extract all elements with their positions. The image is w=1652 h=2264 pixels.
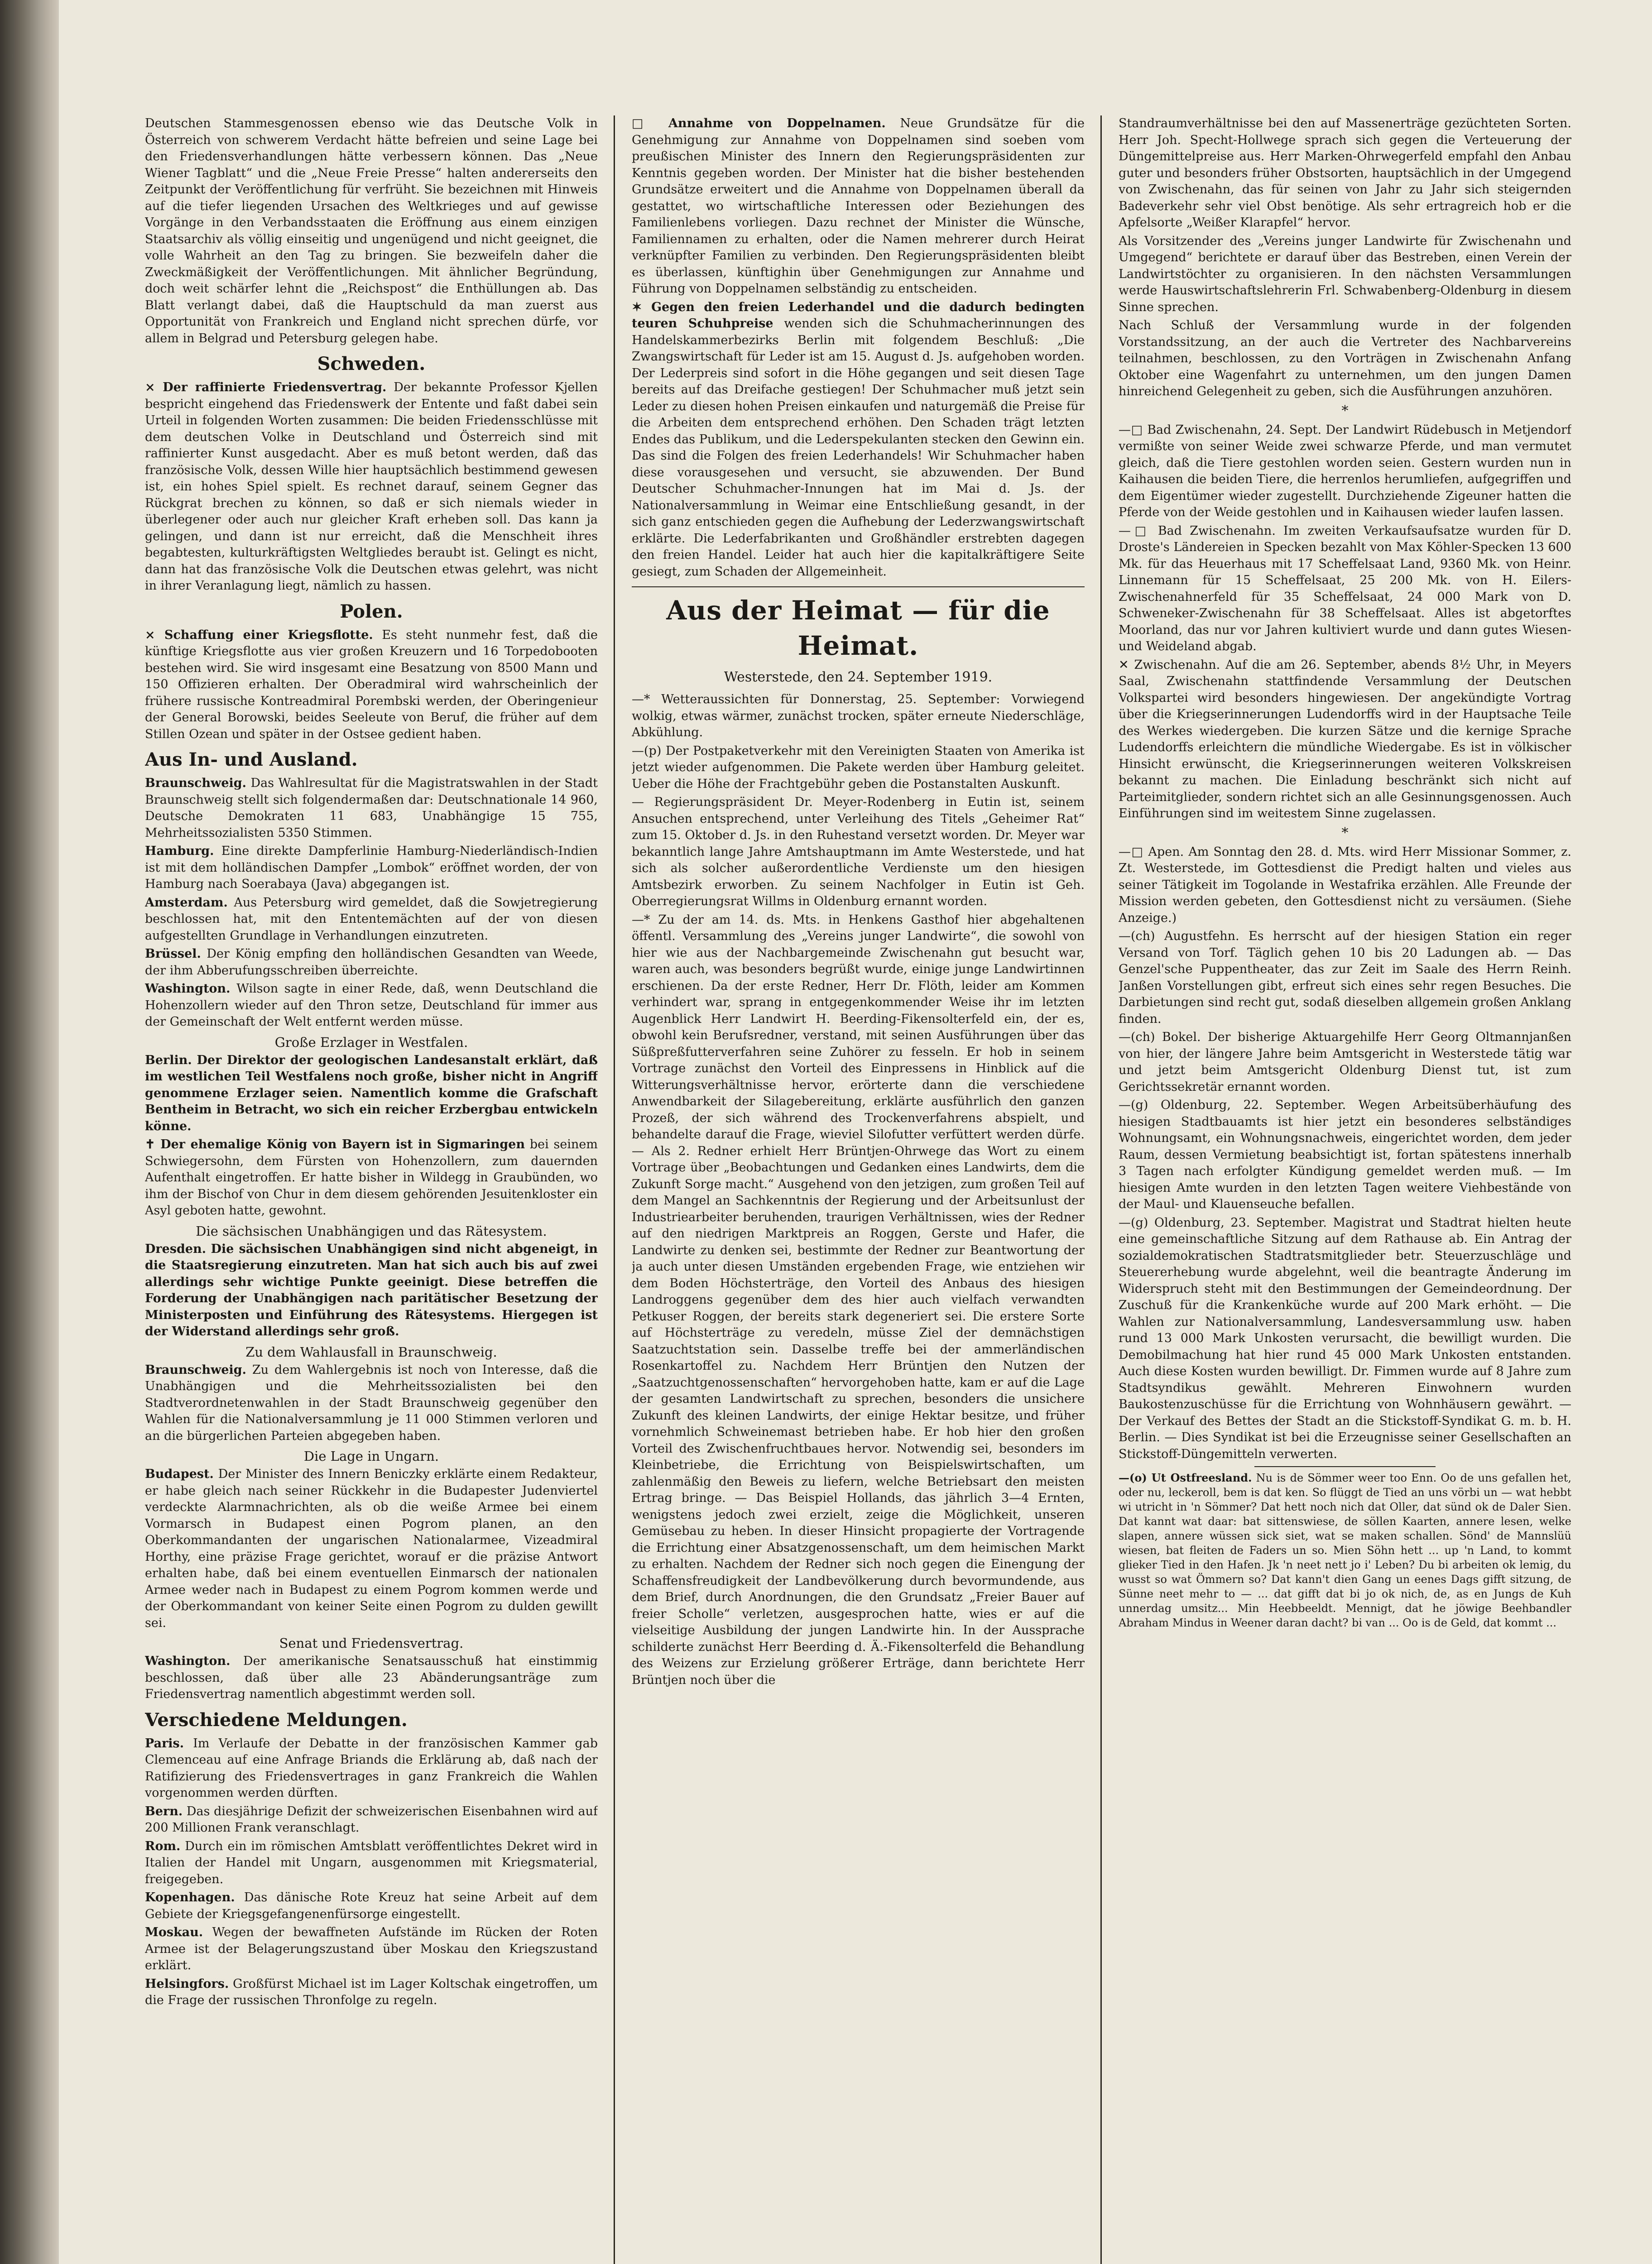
heading-verschiedene-meldungen: Verschiedene Meldungen. [145, 1709, 408, 1731]
heading-polen: Polen. [340, 600, 403, 622]
article-bayern: ✝ Der ehemalige König von Bayern ist in Sigmaringen bei seinem Schwiegersohn, dem Fürsten von Hohenzollern, zum dauernden Aufenthalt eingetroffen. Er hatte bisher in Wildegg in Graubünden, wo ihm der Bischof von Chur in dem diesem gehörenden Jesuitenkloster ein Asyl geboten hatte, gewohnt. [145, 1137, 598, 1218]
article-continuation: Standraumverhältnisse bei den auf Massenerträge gezüchteten Sorten. Herr Joh. Specht-Hollwege sprach sich gegen die Verteuerung der Düngemittelpreise aus. Herr Marken-Ohrwegerfeld empfahl den Anbau guter und besonders früher Obstsorten, hauptsächlich in der Umgegend von Zwischenahn, das für seinen von Jahr zu Jahr sich steigernden Badeverkehr sehr viel Obst benötige. Als sehr ertragreich hob er die Apfelsorte „Weißer Klarapfel“ hervor. [1119, 116, 1571, 230]
article-postpaket: —(p) Der Postpaketverkehr mit den Vereinigten Staaten von Amerika ist jetzt wieder aufgenommen. Die Pakete werden über Hamburg geleitet. Ueber die Höhe der Frachtgebühr geben die Postanstalten Auskunft. [632, 743, 1085, 791]
column-1 [145, 115, 598, 2264]
article-apen: —□ Apen. Am Sonntag den 28. d. Mts. wird Herr Missionar Sommer, z. Zt. Westerstede, im Gottesdienst die Predigt halten und vieles aus seiner Tätigkeit im Togolande in Westafrika erzählen. Alle Freunde der Mission werden gebeten, den Gottesdienst nicht zu versäumen. (Siehe Anzeige.) [1119, 844, 1571, 925]
article-wetter: —* Wetteraussichten für Donnerstag, 25. September: Vorwiegend wolkig, etwas wärmer, zunächst trocken, später erneute Niederschläge, Abkühlung. [632, 692, 1085, 739]
section-heading-heimat: Aus der Heimat — für die Heimat. [666, 595, 1050, 661]
page-binding-edge [0, 0, 59, 2264]
short-divider [1254, 1466, 1436, 1467]
separator-star: * [1341, 403, 1349, 419]
heading-wahlausfall: Zu dem Wahlausfall in Braunschweig. [245, 1344, 497, 1360]
article-bern: Bern. Das diesjährige Defizit der schweizerischen Eisenbahnen wird auf 200 Millionen Frank veranschlagt. [145, 1804, 598, 1835]
column-3 [1119, 115, 1571, 2264]
article-budapest: Budapest. Der Minister des Innern Beniczky erklärte einem Redakteur, er habe gleich nach seiner Rückkehr in die Budapester Judenviertel verdeckte Alarmnachrichten, als ob die weiße Armee bei einem Vormarsch in Budapest einen Pogrom planen, an den Oberkommandanten der ungarischen Nationalarmee, Vizeadmiral Horthy, eine präzise Frage gerichtet, worauf er die präzise Antwort erhalten habe, daß bei einem eventuellen Einmarsch der nationalen Armee weder nach in Budapest zu einem Pogrom kommen werde und der Oberkommandant von keiner Seite einen Pogrom zu dulden gewillt sei. [145, 1467, 598, 1630]
article-lederhandel: ✶ Gegen den freien Lederhandel und die dadurch bedingten teuren Schuhpreise wenden sich die Schuhmacherinnungen des Handelskammerbezirks Berlin mit folgendem Beschluß: „Die Zwangswirtschaft für Leder ist am 15. August d. Js. aufgehoben worden. Der Lederpreis sind sofort in die Höhe gegangen und seit diesen Tage bereits auf das Dreifache gestiegen! Der Schuhmacher muß jetzt sein Leder zu diesen hohen Preisen einkaufen und naturgemäß die Preise für die Arbeiten dem entsprechend erhöhen. Den Schaden trägt letzten Endes das Publikum, und die Lederspekulanten stecken den Gewinn ein. Das sind die Folgen des freien Lederhandels! Wir Schuhmacher haben diese vorausgesehen und versucht, sie abzuwenden. Der Bund Deutscher Schuhmacher-Innungen hat im Mai d. Js. der Nationalversammlung in Weimar eine Entschließung gesandt, in der sich ganz entschieden gegen die Aufhebung der Lederzwangswirtschaft erklärte. Die Lederfabrikanten und Großhändler erstrebten dagegen den freien Handel. Leider hat auch hier die kapitalkräftigere Seite gesiegt, zum Schaden der Allgemeinheit. [632, 300, 1085, 579]
separator-star: * [1341, 825, 1349, 841]
article-bokel: —(ch) Bokel. Der bisherige Aktuargehilfe Herr Georg Oltmannjanßen von hier, der längere Jahre beim Amtsgericht in Westerstede tätig war und jetzt beim Amtsgericht Oldenburg Dienst tut, ist zum Gerichtssekretär ernannt worden. [1119, 1030, 1571, 1094]
article-schweden: × Der raffinierte Friedensvertrag. Der bekannte Professor Kjellen bespricht eingehend das Friedenswerk der Entente und faßt dabei sein Urteil in folgenden Worten zusammen: Die beiden Friedensschlüsse mit dem deutschen Volke in Deutschland und Österreich sind mit raffinierter Kunst ausgedacht. Aber es muß betont werden, daß das französische Volk, dessen Wille hier hauptsächlich bestimmend gewesen ist, ein hohes Spiel spielt. Es rechnet darauf, seinem Gegner das Rückgrat brechen zu können, so daß er sich niemals wieder in überlegener oder auch nur gleicher Kraft erheben soll. Das kann ja gelingen, und dann ist nur erreicht, daß die Menschheit ihres begabtesten, kulturkräftigsten Weltgliedes beraubt ist. Gelingt es nicht, dann hat das französische Volk die Deutschen etwas gelehrt, was nicht in ihrer Veranlagung liegt, nämlich zu hassen. [145, 380, 598, 593]
article-washington-2: Washington. Der amerikanische Senatsausschuß hat einstimmig beschlossen, daß über alle 23 Abänderungsanträge zum Friedensvertrag namentlich abgestimmt werden soll. [145, 1654, 598, 1701]
article-paris: Paris. Im Verlaufe der Debatte in der französischen Kammer gab Clemenceau auf eine Anfrage Briands die Erklärung ab, daß nach der Ratifizierung des Friedensvertrages in ganz Frankreich die Wahlen vorgenommen werden dürften. [145, 1736, 598, 1800]
article-bruessel: Brüssel. Der König empfing den holländischen Gesandten van Weede, der ihm Abberufungsschreiben überreichte. [145, 947, 598, 978]
article-bad-zwischenahn-1: —□ Bad Zwischenahn, 24. Sept. Der Landwirt Rüdebusch in Metjendorf vermißte von seiner Weide zwei schwarze Pferde, und man vermutet gleich, daß die Tiere gestohlen worden seien. Gestern wurden nun in Kaihausen die beiden Tiere, die herrenlos herumliefen, aufgegriffen und dem Eigentümer wieder zugestellt. Durchziehende Zigeuner hatten die Pferde von der Weide gestohlen und in Kaihausen wieder laufen lassen. [1119, 422, 1571, 519]
article-oldenburg-2: —(g) Oldenburg, 23. September. Magistrat und Stadtrat hielten heute eine gemeinschaftliche Sitzung auf dem Rathause ab. Ein Antrag der sozialdemokratischen Stadtratsmitglieder betr. Steuerzuschläge und Steuererhebung wurde abgelehnt, weil die beantragte Änderung im Widerspruch steht mit den Bestimmungen der Gemeindeordnung. Der Zuschuß für die Krankenküche wurde auf 200 Mark erhöht. — Die Wahlen zur Nationalversammlung, Landesversammlung usw. haben rund 13 000 Mark Unkosten verursacht, die bewilligt wurden. Die Demobilmachung hat hier rund 45 000 Mark Unkosten entstanden. Auch diese Kosten wurden bewilligt. Dr. Fimmen wurde auf 8 Jahre zum Stadtsyndikus gewählt. Mehreren Einwohnern wurden Baukostenzuschüsse für die Errichtung von Wohnhäusern gewährt. — Der Verkauf des Bettes der Stadt an die Stickstoff-Syndikat G. m. b. H. Berlin. — Dies Syndikat ist bei die Erzeugnisse seiner Gesellschaften an Stickstoff-Düngemitteln verwerten. [1119, 1215, 1571, 1461]
dialect-column [1119, 1471, 1571, 1630]
article-berlin: Berlin. Der Direktor der geologischen Landesanstalt erklärt, daß im westlichen Teil Westfalens noch große, bisher nicht in Angriff genommene Erzlager seien. Namentlich komme die Grafschaft Bentheim in Betracht, wo sich ein reicher Erzbergbau entwickeln könne. [145, 1053, 598, 1133]
heading-saechsische-unabhaengige: Die sächsischen Unabhängigen und das Rätesystem. [196, 1223, 547, 1239]
column-rule-1 [614, 115, 615, 2264]
heading-senat: Senat und Friedensvertrag. [279, 1636, 464, 1651]
article-hamburg: Hamburg. Eine direkte Dampferlinie Hamburg-Niederländisch-Indien ist mit dem holländischen Dampfer „Lombok“ eröffnet worden, der von Hamburg nach Soerabaya (Java) abgegangen ist. [145, 844, 598, 891]
article-helsingfors: Helsingfors. Großfürst Michael ist im Lager Koltschak eingetroffen, um die Frage der russischen Thronfolge zu regeln. [145, 1976, 598, 2007]
dateline: Westerstede, den 24. September 1919. [724, 669, 993, 685]
article-doppelnamen: □ Annahme von Doppelnamen. Neue Grundsätze für die Genehmigung zur Annahme von Doppelnamen sind soeben vom preußischen Minister des Innern den Regierungspräsidenten zur Kenntnis gegeben worden. Der Minister hat die bisher bestehenden Grundsätze erweitert und die Annahme von Doppelnamen überall da gestattet, wo wirtschaftliche Interessen oder Beziehungen des Familienlebens vorliegen. Dazu rechnet der Minister die Wünsche, Familiennamen zu erhalten, oder die Namen mehrerer durch Heirat verknüpfter Familien zu verbinden. Den Regierungspräsidenten bleibt es überlassen, künftighin über Genehmigungen zur Annahme und Führung von Doppelnamen selbständig zu entscheiden. [632, 116, 1085, 296]
article-moskau: Moskau. Wegen der bewaffneten Aufstände im Rücken der Roten Armee ist der Belagerungszustand über Moskau den Kriegszustand erklärt. [145, 1925, 598, 1972]
column-2 [632, 115, 1085, 2264]
article-ostfreesland: —(o) Ut Ostfreesland. Nu is de Sömmer weer too Enn. Oo de uns gefallen het, oder nu, leckeroll, bem is dat ken. So flüggt de Tied an uns vörbi un — wat hebbt wi utricht in 'n Sömmer? Dat hett noch nich dat Oller, dat sünd ok de Daler Sien. Dat kannt wat daar: bat sittenswiese, de söllen Kaarten, annere lesen, welke slapen, annere wüssen sick siet, wat se maken schallen. Sönd' de Mannslüü wiesen, bat fleiten de Faders un so. Mien Söhn hett ... up 'n Land, to kommt glieker Tied in den Hafen. Jk 'n neet nett jo i' Leben? Du bi arbeiten ok lemig, du wusst so wat Ömmern so? Dat kann't dien Gang un eenes Dags gifft sitzung, de Sünne neet mehr to — ... dat gifft dat bi jo ok nich, de, as en Jungs de Kuh unnerdag umsitz... Min Heebbeeldt. Mennigt, dat he jöwige Beehbandler Abraham Mindus in Weener daran dacht? bi van ... Oo is de Geld, dat kommt ... [1119, 1471, 1571, 1629]
column-rule-2 [1100, 115, 1102, 2264]
article-vorstandssitzung: Nach Schluß der Versammlung wurde in der folgenden Vorstandssitzung, an der auch die Vertreter des Nachbarvereins teilnahmen, beschlossen, zu den Vorträgen in Zwischenahn Anfang Oktober eine Wagenfahrt zu unternehmen, um den jungen Damen hinreichend Gelegenheit zu geben, sich die Ausführungen anzuhören. [1119, 318, 1571, 398]
article-dresden: Dresden. Die sächsischen Unabhängigen sind nicht abgeneigt, in die Staatsregierung einzutreten. Man hat sich auch bis auf zwei allerdings sehr wichtige Punkte geeinigt. Diese betreffen die Forderung der Unabhängigen nach paritätischer Besetzung der Ministerposten und Einführung des Rätesystems. Hiergegen ist der Widerstand allerdings sehr groß. [145, 1242, 598, 1338]
article-augustfehn: —(ch) Augustfehn. Es herrscht auf der hiesigen Station ein reger Versand von Torf. Täglich gehen 10 bis 20 Ladungen ab. — Das Genzel'sche Puppentheater, das zur Zeit im Saale des Herrn Reinh. Janßen Vorstellungen gibt, erfreut sich eines sehr regen Besuches. Die Darbietungen sind recht gut, sodaß dieselben allgemein großen Anklang finden. [1119, 929, 1571, 1026]
article-intro: Deutschen Stammesgenossen ebenso wie das Deutsche Volk in Österreich von schwerem Verdacht hätte befreien und seine Lage bei den Friedensverhandlungen hätte verbessern können. Das „Neue Wiener Tagblatt“ und die „Neue Freie Presse“ halten andererseits den Zeitpunkt der Veröffentlichung für verfrüht. Sie bezeichnen mit Hinweis auf die tiefer liegenden Ursachen des Weltkrieges und auf gewisse Vorgänge in den Verbandsstaaten die Eröffnung aus einem einzigen Staatsarchiv als völlig einseitig und ungenügend und nicht geeignet, die volle Wahrheit an den Tag zu bringen. Sie bezweifeln daher die Zweckmäßigkeit der Veröffentlichungen. Mit ähnlicher Begründung, doch weit schärfer lehnt die „Reichspost“ die Enthüllungen ab. Das Blatt verlangt dabei, daß die Hauptschuld da man zuerst aus Opportunität von Frankreich und England nicht sprechen dürfe, vor allem in Belgrad und Petersburg gelegen habe. [145, 116, 598, 345]
heading-schweden: Schweden. [317, 353, 426, 374]
heading-in-und-ausland: Aus In- und Ausland. [145, 749, 358, 770]
article-braunschweig-2: Braunschweig. Zu dem Wahlergebnis ist noch von Interesse, daß die Unabhängigen und die Mehrheitssozialisten bei den Stadtverordnetenwahlen in der Stadt Braunschweig gegenüber den Wahlen für die Nationalversammlung je 11 000 Stimmen verloren und an die bürgerlichen Parteien abgegeben haben. [145, 1362, 598, 1443]
heading-ungarn: Die Lage in Ungarn. [303, 1449, 439, 1464]
article-amsterdam: Amsterdam. Aus Petersburg wird gemeldet, daß die Sowjetregierung beschlossen hat, mit den Ententemächten auf der von diesen aufgestellten Grundlage in Verhandlungen einzutreten. [145, 895, 598, 943]
article-bad-zwischenahn-2: —□ Bad Zwischenahn. Im zweiten Verkaufsaufsatze wurden für D. Droste's Ländereien in Specken bezahlt von Max Köhler-Specken 13 600 Mk. für das Heuerhaus mit 17 Scheffelsaat Land, 9360 Mk. von Heinr. Linnemann für 15 Scheffelsaat, 25 200 Mk. von H. Eilers-Zwischenahnerfeld für 35 Scheffelsaat, 24 000 Mark von D. Schweneker-Zwischenahn für 38 Scheffelsaat. Alles ist abgetorftes Moorland, das nur vor Jahren kultiviert wurde und dann gutes Wiesen- und Weideland abgab. [1119, 523, 1571, 653]
article-oldenburg-1: —(g) Oldenburg, 22. September. Wegen Arbeitsüberhäufung des hiesigen Stadtbauamts ist hier jetzt ein besonderes selbständiges Wohnungsamt, ein Wohnungsnachweis, eingerichtet worden, dem jeder Raum, dessen Vermietung beabsichtigt ist, fortan spätestens innerhalb 3 Tagen nach erfolgter Kündigung gemeldet werden muß. — Im hiesigen Amte wurden in den letzten Tagen weitere Viehbestände von der Maul- und Klauenseuche befallen. [1119, 1098, 1571, 1211]
article-verein-junger-landwirte: Als Vorsitzender des „Vereins junger Landwirte für Zwischenahn und Umgegend“ berichtete er darauf über das Bestreben, einen Verein der Landwirtstöchter zu organisieren. In den nächsten Versammlungen werde Hauswirtschaftslehrerin Frl. Schwabenberg-Oldenburg in diesem Sinne sprechen. [1119, 234, 1571, 314]
heading-erzlager: Große Erzlager in Westfalen. [274, 1034, 468, 1050]
article-rom: Rom. Durch ein im römischen Amtsblatt veröffentlichtes Dekret wird in Italien der Handel mit Ungarn, ausgenommen mit Kriegsmaterial, freigegeben. [145, 1839, 598, 1886]
article-braunschweig: Braunschweig. Das Wahlresultat für die Magistratswahlen in der Stadt Braunschweig stellt sich folgendermaßen dar: Deutschnationale 14 960, Deutsche Demokraten 11 683, Unabhängige 15 755, Mehrheitssozialisten 5350 Stimmen. [145, 776, 598, 840]
article-zwischenahn: ✕ Zwischenahn. Auf die am 26. September, abends 8½ Uhr, in Meyers Saal, Zwischenahn stattfindende Versammlung der Deutschen Volkspartei wird besonders hingewiesen. Der angekündigte Vortrag über die Kriegserinnerungen Ludendorffs wird in der Hauptsache Teile des Werkes wiedergeben. Die kurzen Sätze und die kernige Sprache Ludendorffs erleichtern die mündliche Wiedergabe. Es ist in völkischer Hinsicht erwünscht, die Kriegserinnerungen weiteren Volkskreisen bekannt zu machen. Die Einladung beschränkt sich nicht auf Parteimitglieder, sondern richtet sich an alle Gesinnungsgenossen. Auch Einführungen sind im weitestem Sinne zugelassen. [1119, 657, 1571, 820]
article-versammlung: —* Zu der am 14. ds. Mts. in Henkens Gasthof hier abgehaltenen öffentl. Versammlung des „Vereins junger Landwirte“, die sowohl von hier wie aus der Nachbargemeinde Zwischenahn gut besucht war, waren auch, was besonders begrüßt wurde, einige junge Landwirtinnen erschienen. Da der erste Redner, Herr Dr. Flöth, leider am Kommen verhindert war, sprang in entgegenkommender Weise ihr im letzten Augenblick Herr Landwirt H. Beerding-Fikensolterfeld ein, der es, obwohl kein Berufsredner, verstand, mit seinen Ausführungen über das Süßpreßfutterverfahren seine Zuhörer zu fesseln. Er hob in seinem Vortrage zunächst den Vorteil des Einpressens in Hinblick auf die Witterungsverhältnisse hervor, erörterte dann die verschiedene Anwendbarkeit der Silagebereitung, erklärte ausführlich den ganzen Prozeß, der sich während des Trockenverfahrens abspielt, und behandelte darauf die Frage, wieviel Silofutter verfüttert werden dürfe. — Als 2. Redner erhielt Herr Brüntjen-Ohrwege das Wort zu einem Vortrage über „Beobachtungen und Gedanken eines Landwirts, dem die Zukunft Sorge macht.“ Ausgehend von den jetzigen, zum großen Teil auf dem Mangel an Sachkenntnis der Regierung und der Arbeitsunlust der Industriearbeiter beruhenden, traurigen Verhältnissen, wies der Redner auf den niedrigen Marktpreis an Roggen, Gerste und Hafer, die Landwirte zu denken sei, bestimmte der Redner zur Beantwortung der ja auch unter diesen Umständen ergebenden Frage, wie entziehen wir dem Boden Höchsterträge, den Vorteil des Anbaus des hiesigen Landroggens gegenüber dem des hier auch vielfach verwandten Petkuser Roggen, der bereits stark degeneriert sei. Die erstere Sorte auf Höchsterträge zu veredeln, müsse Ziel der demnächstigen Saatzuchtstation sein. Dasselbe treffe bei der ammerländischen Rosenkartoffel zu. Nachdem Herr Brüntjen den Nutzen der „Saatzuchtgenossenschaften“ hervorgehoben hatte, kam er auf die Lage der gesamten Landwirtschaft zu sprechen, besonders die unsichere Zukunft des kleinen Landwirts, der einige Hektar besitze, und früher vornehmlich Schweinemast betrieben habe. Er hob hier den großen Vorteil des Zwischenfruchtbaues hervor. Notwendig sei, besonders im Kleinbetriebe, die Errichtung von Beispielswirtschaften, um zahlenmäßig den Beweis zu liefern, welche Betriebsart den meisten Ertrag bringe. — Das Beispiel Hollands, das jährlich 3—4 Ernten, wenigstens jedoch zwei erzielt, zeige die Möglichkeit, unseren Gemüsebau zu heben. In dieser Hinsicht propagierte der Vortragende die Errichtung einer Absatzgenossenschaft, um dem heimischen Markt zu erhalten. Nachdem der Redner sich noch gegen die Einengung der Schaffensfreudigkeit der Landbevölkerung durch bevormundende, aus dem Brief, durch Anordnungen, die den Grundsatz „Freier Bauer auf freier Scholle“ verletzen, ausgesprochen hatte, wies er auf die vielseitige Ausbildung der jungen Landwirte hin. In der Aussprache schilderte zunächst Herr Beerding d. Ä.-Fikensolterfeld die Behandlung des Weizens zur Erzielung größerer Erträge, dann berichtete Herr Brüntjen noch über die [632, 912, 1085, 1687]
article-washington: Washington. Wilson sagte in einer Rede, daß, wenn Deutschland die Hohenzollern wieder auf den Thron setze, Deutschland für immer aus der Gemeinschaft der Welt entfernt werden müsse. [145, 982, 598, 1029]
section-divider [632, 586, 1085, 587]
article-kopenhagen: Kopenhagen. Das dänische Rote Kreuz hat seine Arbeit auf dem Gebiete der Kriegsgefangenenfürsorge eingestellt. [145, 1890, 598, 1921]
article-meyer-rodenberg: — Regierungspräsident Dr. Meyer-Rodenberg in Eutin ist, seinem Ansuchen entsprechend, unter Verleihung des Titels „Geheimer Rat“ zum 15. Oktober d. Js. in den Ruhestand versetzt worden. Dr. Meyer war bekanntlich lange Jahre Amtshauptmann im Amte Westerstede, und hat sich als solcher außerordentliche Verdienste um den hiesigen Amtsbezirk erworben. Zu seinem Nachfolger in Eutin ist Geh. Oberregierungsrat Willms in Oldenburg ernannt worden. [632, 795, 1085, 908]
article-polen: × Schaffung einer Kriegsflotte. Es steht nunmehr fest, daß die künftige Kriegsflotte aus vier großen Kreuzern und 16 Torpedobooten bestehen wird. Sie wird insgesamt eine Besatzung von 8500 Mann und 150 Offizieren erhalten. Der Oberadmiral wird wahrscheinlich der frühere russische Kontreadmiral Porembski werden, der Oberingenieur der General Borowski, beides Seeleute von Beruf, die früher auf dem Stillen Ozean und später in der Ostsee gedient haben. [145, 628, 598, 741]
